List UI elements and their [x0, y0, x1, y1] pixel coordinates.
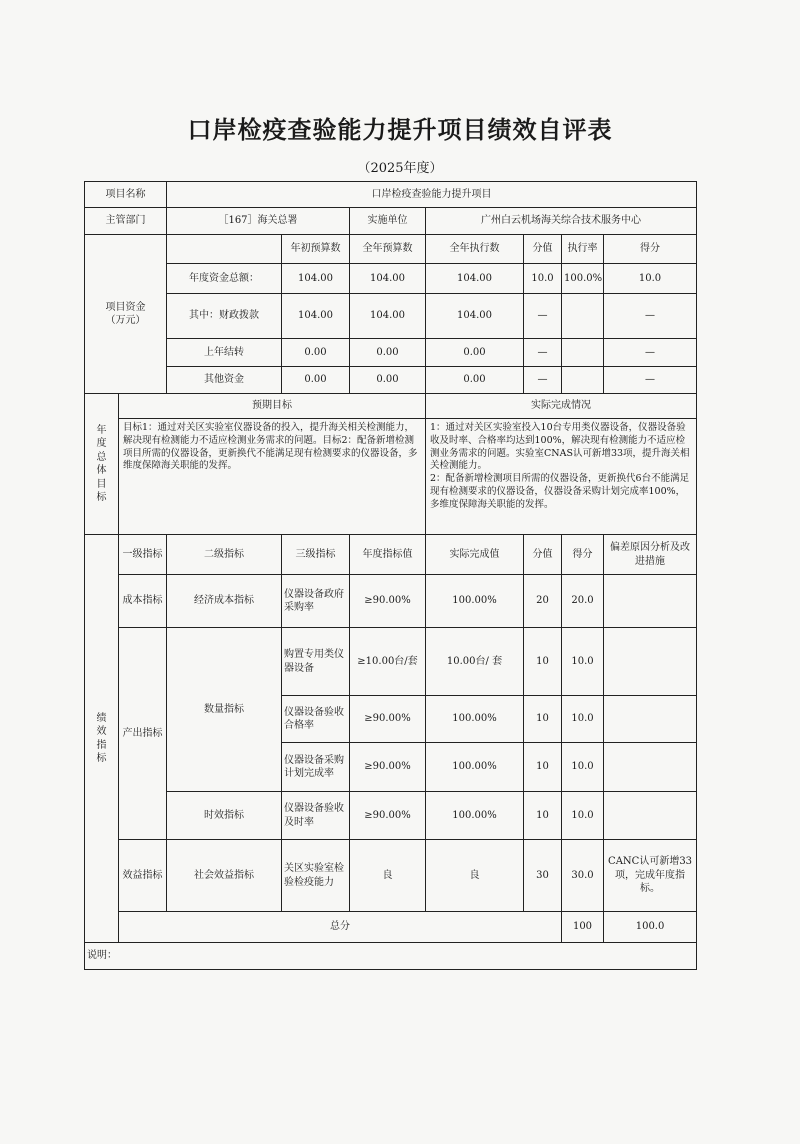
perf-row-timeliness	[85, 792, 697, 840]
funds-cell: 104.00	[282, 264, 350, 294]
total-row	[85, 912, 697, 943]
perf-l3: 仪器设备验收及时率	[282, 792, 350, 840]
perf-side-char: 指	[96, 739, 107, 751]
perf-target: 良	[350, 840, 426, 912]
funds-header-blank	[167, 235, 282, 264]
perf-score: 30.0	[562, 840, 604, 912]
funds-cell: 0.00	[426, 367, 524, 394]
note-row	[85, 943, 697, 970]
page-subtitle-year: （2025年度）	[357, 161, 443, 176]
actual-completion-item-2: 2：配备新增检测项目所需的仪器设备，更新换代6台不能满足现有检测要求的仪器设备，仪器设备采购计划完成率100%，多维度保障海关职能的发挥。	[430, 473, 690, 510]
funds-cell: —	[604, 294, 697, 339]
funds-header-annual: 全年预算数	[350, 235, 426, 264]
dept-label: 主管部门	[85, 208, 167, 235]
perf-header-score: 得分	[562, 535, 604, 575]
actual-completion-text	[426, 419, 697, 535]
department-row	[85, 208, 697, 235]
perf-target: ≥10.00台/套	[350, 628, 426, 696]
funds-row-label: 年度资金总额：	[167, 264, 282, 294]
funds-cell: 10.0	[604, 264, 697, 294]
funds-cell	[562, 294, 604, 339]
perf-row-benefit	[85, 840, 697, 912]
funds-cell: —	[524, 367, 562, 394]
goals-side-char: 目	[96, 478, 107, 490]
quantity-indicator-label: 数量指标	[167, 628, 282, 792]
funds-row-label: 其中：财政拨款	[167, 294, 282, 339]
perf-header-level3: 三级指标	[282, 535, 350, 575]
perf-actual: 100.00%	[426, 743, 524, 792]
perf-score: 10.0	[562, 628, 604, 696]
perf-note	[604, 743, 697, 792]
perf-actual: 100.00%	[426, 575, 524, 628]
perf-score: 20.0	[562, 575, 604, 628]
perf-target: ≥90.00%	[350, 792, 426, 840]
total-score: 100.0	[604, 912, 697, 943]
funds-label	[85, 235, 167, 394]
perf-l3: 仪器设备采购计划完成率	[282, 743, 350, 792]
funds-cell: —	[604, 339, 697, 367]
perf-note	[604, 575, 697, 628]
perf-value: 10	[524, 696, 562, 743]
perf-value: 10	[524, 792, 562, 840]
perf-value: 10	[524, 743, 562, 792]
expected-goal-header: 预期目标	[119, 394, 426, 419]
perf-value: 20	[524, 575, 562, 628]
perf-actual: 100.00%	[426, 792, 524, 840]
funds-cell: —	[524, 339, 562, 367]
perf-l3: 关区实验室检验检疫能力	[282, 840, 350, 912]
perf-note	[604, 628, 697, 696]
perf-score: 10.0	[562, 792, 604, 840]
perf-value: 30	[524, 840, 562, 912]
perf-actual: 10.00台/ 套	[426, 628, 524, 696]
perf-l3: 仪器设备验收合格率	[282, 696, 350, 743]
funds-cell: 0.00	[350, 367, 426, 394]
funds-header-initial: 年初预算数	[282, 235, 350, 264]
funds-label-line1: 项目资金	[105, 301, 146, 313]
perf-note: CANC认可新增33项，完成年度指标。	[604, 840, 697, 912]
perf-target: ≥90.00%	[350, 575, 426, 628]
perf-value: 10	[524, 628, 562, 696]
goals-side-char: 度	[96, 438, 107, 449]
funds-header-score-value: 分值	[524, 235, 562, 264]
perf-header-target: 年度指标值	[350, 535, 426, 575]
funds-header-rate: 执行率	[562, 235, 604, 264]
perf-header-row	[85, 535, 697, 575]
perf-l3: 购置专用类仪器设备	[282, 628, 350, 696]
funds-cell: 0.00	[350, 339, 426, 367]
perf-note	[604, 792, 697, 840]
funds-cell: 0.00	[282, 339, 350, 367]
funds-cell: 104.00	[426, 294, 524, 339]
funds-cell: 104.00	[426, 264, 524, 294]
goals-side-char: 总	[96, 451, 107, 463]
output-indicator-label: 产出指标	[119, 628, 167, 840]
perf-row-cost	[85, 575, 697, 628]
goals-side-label	[85, 394, 119, 535]
perf-header-deviation: 偏差原因分析及改进措施	[604, 535, 697, 575]
funds-row-label: 其他资金	[167, 367, 282, 394]
perf-l2: 经济成本指标	[167, 575, 282, 628]
perf-side-char: 绩	[96, 712, 107, 724]
dept-value: ［167］海关总署	[167, 208, 350, 235]
actual-completion-header: 实际完成情况	[426, 394, 697, 419]
perf-row-output-1	[85, 628, 697, 696]
funds-cell: —	[604, 367, 697, 394]
page-title: 口岸检疫查验能力提升项目绩效自评表	[187, 116, 613, 144]
expected-goal-text: 目标1：通过对关区实验室仪器设备的投入，提升海关相关检测能力，解决现有检测能力不适应检测业务需求的问题。目标2：配备新增检测项目所需的仪器设备，更新换代不能满足现有检测要求的仪器设备，多维度保障海关职能的发挥。	[119, 419, 426, 535]
cost-indicator-label: 成本指标	[119, 575, 167, 628]
actual-completion-item-1: 1：通过对关区实验室投入10台专用类仪器设备，仪器设备验收及时率、合格率均达到100%，解决现有检测能力不适应检测业务需求的问题。实验室CNAS认可新增33项，提升海关相关检测能力。	[430, 422, 690, 472]
perf-actual: 良	[426, 840, 524, 912]
funds-row-other	[85, 367, 697, 394]
funds-cell	[562, 367, 604, 394]
goals-header-row	[85, 394, 697, 419]
timeliness-indicator-label: 时效指标	[167, 792, 282, 840]
funds-row-total	[85, 264, 697, 294]
funds-cell: 0.00	[282, 367, 350, 394]
goals-side-char: 标	[96, 492, 107, 503]
funds-row-label: 上年结转	[167, 339, 282, 367]
perf-note	[604, 696, 697, 743]
funds-cell: —	[524, 294, 562, 339]
funds-header-executed: 全年执行数	[426, 235, 524, 264]
perf-target: ≥90.00%	[350, 696, 426, 743]
perf-header-level2: 二级指标	[167, 535, 282, 575]
perf-score: 10.0	[562, 743, 604, 792]
goals-side-char: 体	[96, 465, 107, 476]
project-name-row	[85, 182, 697, 208]
impl-label: 实施单位	[350, 208, 426, 235]
funds-row-carryover	[85, 339, 697, 367]
perf-header-score-value: 分值	[524, 535, 562, 575]
perf-l2: 社会效益指标	[167, 840, 282, 912]
project-name-label: 项目名称	[85, 182, 167, 208]
perf-l3: 仪器设备政府采购率	[282, 575, 350, 628]
funds-cell	[562, 339, 604, 367]
impl-value: 广州白云机场海关综合技术服务中心	[426, 208, 697, 235]
funds-header-score: 得分	[604, 235, 697, 264]
perf-side-label	[85, 535, 119, 943]
funds-cell: 10.0	[524, 264, 562, 294]
total-value: 100	[562, 912, 604, 943]
self-evaluation-table	[84, 181, 697, 970]
perf-target: ≥90.00%	[350, 743, 426, 792]
total-label: 总分	[119, 912, 562, 943]
funds-label-line2: （万元）	[105, 315, 146, 326]
funds-cell: 104.00	[350, 264, 426, 294]
perf-actual: 100.00%	[426, 696, 524, 743]
goals-side-char: 年	[96, 424, 107, 436]
funds-cell: 104.00	[282, 294, 350, 339]
benefit-indicator-label: 效益指标	[119, 840, 167, 912]
project-name-value: 口岸检疫查验能力提升项目	[167, 182, 697, 208]
funds-cell: 0.00	[426, 339, 524, 367]
funds-cell: 104.00	[350, 294, 426, 339]
perf-score: 10.0	[562, 696, 604, 743]
perf-side-char: 效	[96, 726, 107, 737]
perf-header-actual: 实际完成值	[426, 535, 524, 575]
perf-side-char: 标	[96, 753, 107, 764]
funds-row-fiscal	[85, 294, 697, 339]
perf-header-level1: 一级指标	[119, 535, 167, 575]
note-label: 说明：	[85, 943, 697, 970]
funds-cell: 100.0%	[562, 264, 604, 294]
goals-content-row	[85, 419, 697, 535]
funds-header-row	[85, 235, 697, 264]
